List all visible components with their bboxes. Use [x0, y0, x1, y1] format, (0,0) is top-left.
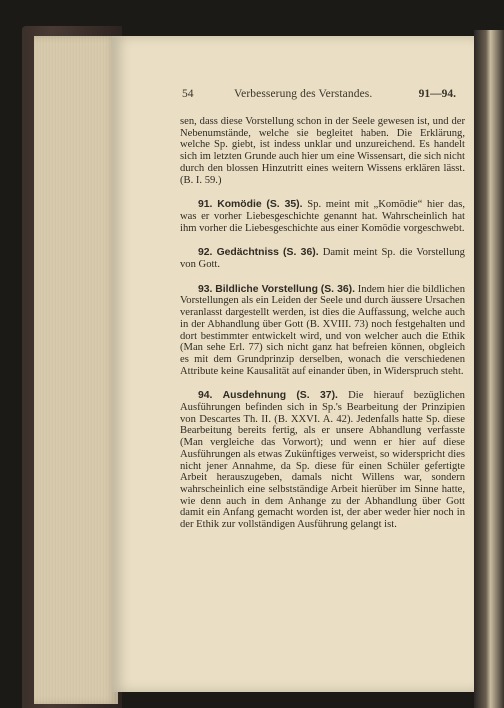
page-number: 54: [182, 88, 194, 100]
note-term: Bildliche Vorstellung: [215, 283, 318, 295]
note-text: Sp. meint mit „Komödie“ hier das, was er vorher Liebesgeschichte genannt hat. Wahrscheinlich hat ihm vorher die Liebesgeschichte aus einer Komödie vorgeschwebt.: [180, 199, 466, 234]
note-number: 92.: [198, 247, 213, 259]
note-number: 94.: [198, 390, 213, 402]
page-edges: [34, 36, 118, 704]
note-term: Gedächtniss: [216, 247, 279, 259]
note-number: 93.: [198, 283, 213, 295]
note-term: Komödie: [217, 199, 262, 211]
section-range: 91—94.: [418, 88, 456, 100]
note-section-ref: (S. 35).: [266, 199, 303, 211]
right-page-edge: [474, 30, 504, 708]
note-text: Indem hier die bildlichen Vorstellungen als ein Leiden der Seele und durch äussere Ursachen veranlasst dargestellt werden, ist dies die Auffassung, welche auch in der Abhandlung über Gott (B. XVIII. 73) noch festgehalten und dort bestimmter entwickelt wird, und von welcher auch die Ethik (Man sehe Erl. 77) sich nicht ganz hat befreien können, obgleich es mit dem Grundprinzip derselben, wonach die verschiedenen Attribute keine Kausalität auf einander üben, in Widerspruch steht.: [180, 283, 465, 377]
note-93: [180, 284, 465, 378]
note-section-ref: (S. 37).: [296, 390, 338, 402]
note-section-ref: (S. 36).: [283, 247, 319, 259]
note-text: Damit meint Sp. die Vorstellung von Gott.: [180, 247, 465, 271]
note-number: 91.: [198, 199, 213, 211]
note-92: [180, 247, 465, 270]
page-header: [182, 88, 462, 104]
note-term: Ausdehnung: [222, 390, 287, 402]
running-title: Verbesserung des Verstandes.: [234, 88, 373, 100]
note-94: [180, 390, 465, 530]
note-section-ref: (S. 36).: [320, 283, 355, 295]
intro-paragraph: sen, dass diese Vorstellung schon in der Seele gewesen ist, und der Nebenumstände, welche sie begleitet haben. Die Erklärung, welche Sp. giebt, ist indess unklar und unzureichend. Es handelt sich im letzten Grunde auch hier um eine Wissensart, die sich nicht durch den blossen Hinzutritt eines weitern Wissens erklären lässt. (B. I. 59.): [180, 116, 465, 186]
note-text: Die hierauf bezüglichen Ausführungen befinden sich in Sp.'s Bearbeitung der Prinzipien von Descartes Th. II. (B. XXVI. A. 42). Jedenfalls hatte Sp. diese Bearbeitung bereits fertig, als er unsere Abhandlung verfasste (Man vergleiche das Vorwort); und wenn er hier auf diese Ausführungen als etwas Zukünftiges verweist, so widerspricht dies nicht jener Annahme, da Sp. diese für einen Schüler gefertigte Arbeit herauszugeben, damals nicht Willens war, sondern wahrscheinlich eine selbstständige Arbeit hierüber im Sinne hatte, wie denn auch in dem Anhange zu der Abhandlung über Gott damit ein Anfang gemacht worden ist, der aber weder hier noch in der Ethik zur vollständigen Ausführung gelangt ist.: [180, 390, 465, 531]
body-text: [180, 116, 465, 531]
note-91: [180, 199, 465, 234]
